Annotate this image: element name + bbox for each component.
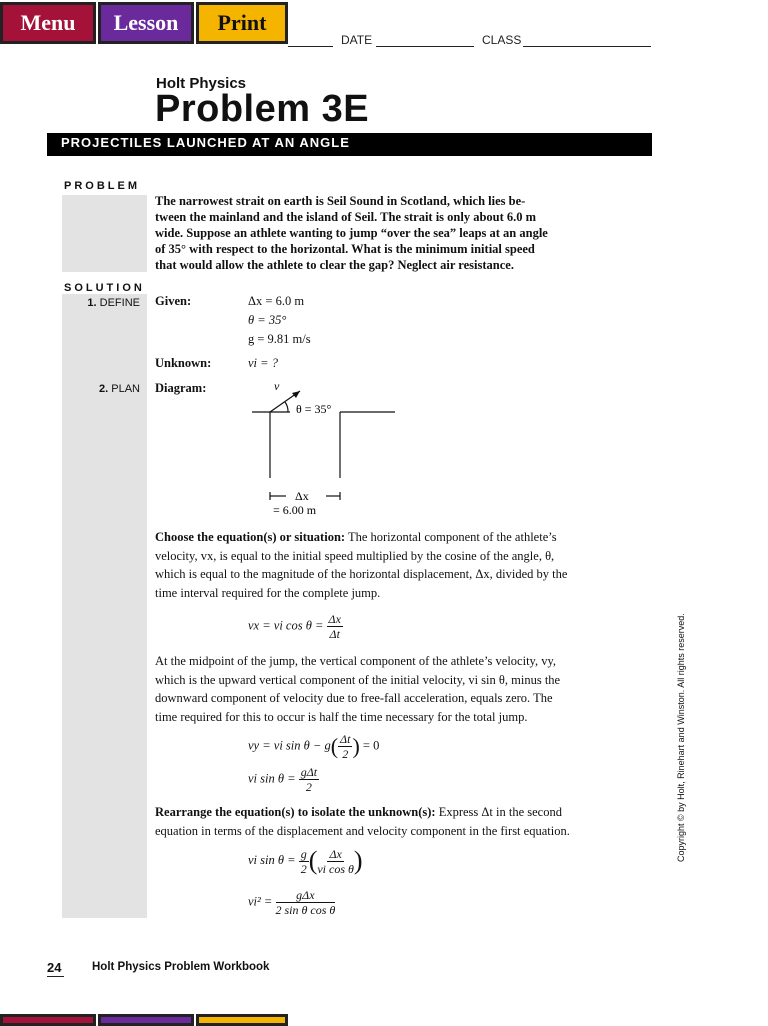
fraction-denominator: Δt (329, 627, 340, 641)
body-line: velocity, vx, is equal to the initial speed multiplied by the cosine of the angle, θ, (155, 548, 555, 563)
print-button-bottom[interactable] (196, 1014, 288, 1026)
step-name: PLAN (111, 383, 140, 395)
equation-substituted: vi sin θ = $\frac{g}{2}$ ( $\frac{\Delta x}{\text{vi cos θ}}$ ) (248, 846, 363, 876)
equation-rhs: = 0 (362, 738, 380, 753)
step-number: 2. (99, 383, 109, 395)
problem-line: tween the mainland and the island of Seil. The strait is only about 6.0 m (155, 210, 537, 224)
given-value: Δx = 6.0 m (248, 294, 305, 308)
fraction-denominator: 2 (342, 747, 349, 761)
fraction (338, 732, 352, 761)
step-define (62, 297, 140, 309)
lesson-button[interactable]: Lesson (98, 2, 194, 44)
body-line: downward component of velocity due to free-fall acceleration, equals zero. The (155, 691, 553, 705)
problem-line: The narrowest strait on earth is Seil Sound in Scotland, which lies be- (155, 194, 526, 208)
equation-lhs: vi sin θ = (248, 771, 296, 786)
equation-vy: vy = vi sin θ − g( $\frac{\Delta t}{2}$ ) = 0 (248, 732, 380, 761)
fraction (327, 612, 343, 641)
step-number: 1. (87, 297, 97, 309)
dx-value: = 6.00 m (273, 503, 317, 517)
given-label: Given: (155, 294, 192, 308)
fraction (299, 847, 309, 876)
choose-heading: Choose the equation(s) or situation: (155, 530, 346, 544)
body-line: which is the upward vertical component of the initial velocity, vi sin θ, minus the (155, 672, 561, 687)
body-line: The horizontal component of the athlete’s (345, 530, 557, 544)
given-value: g = 9.81 m/s (248, 332, 311, 346)
arrow-head (292, 391, 300, 398)
fraction-denominator: 2 (305, 780, 312, 794)
given-value: θ = 35° (248, 313, 287, 327)
problem-line: of 35° with respect to the horizontal. What is the minimum initial speed (155, 242, 535, 256)
fraction-numerator: Δt (340, 732, 351, 746)
fraction-numerator: gΔx (276, 888, 334, 903)
step-plan (62, 383, 140, 395)
step-name: DEFINE (99, 297, 140, 309)
rearrange-paragraph (155, 803, 585, 840)
body-line: time required for this to occur is half the time necessary for the total jump. (155, 709, 528, 724)
menu-button-bottom[interactable] (0, 1014, 96, 1026)
page-number: 24 (47, 960, 62, 975)
body-line: At the midpoint of the jump, the vertical component of the athlete’s velocity, vy, (155, 654, 557, 668)
equation-lhs: vi sin θ = (248, 852, 296, 867)
equation-lhs: vy = vi sin θ − g (248, 738, 331, 753)
copyright-notice: Copyright © by Holt, Rinehart and Winston. All rights reserved. (676, 613, 686, 862)
name-line (288, 46, 333, 47)
lesson-button-bottom[interactable] (98, 1014, 194, 1026)
dx-label: Δx (295, 489, 309, 503)
fraction-numerator: Δx (329, 846, 342, 861)
fraction (275, 888, 335, 917)
print-button[interactable]: Print (196, 2, 288, 44)
date-label: DATE (341, 33, 373, 47)
rearrange-heading: Rearrange the equation(s) to isolate the unknown(s): (155, 805, 436, 819)
page-title: Problem 3E (155, 88, 370, 130)
equation-vi-sin (248, 765, 319, 794)
problem-line: that would allow the athlete to clear the gap? Neglect air resistance. (155, 258, 514, 272)
problem-text (155, 193, 575, 273)
page-number-underline (47, 976, 64, 977)
fraction-denominator: 2 sin θ cos θ (275, 903, 336, 917)
fraction-numerator: g (300, 846, 307, 861)
body-line: Express Δt in the second (435, 805, 562, 819)
choose-paragraph (155, 528, 585, 602)
equation-vi-squared (248, 888, 335, 917)
midpoint-paragraph (155, 652, 585, 726)
jump-diagram (230, 378, 410, 518)
diagram-label: Diagram: (155, 381, 207, 395)
class-label: CLASS (482, 33, 522, 47)
velocity-label: v (274, 379, 280, 393)
fraction-denominator: 2 (300, 861, 307, 876)
equation-lhs: vi² = (248, 894, 273, 909)
problem-label: PROBLEM (64, 180, 140, 192)
series-title: Holt Physics (156, 75, 247, 92)
problem-sidebar (62, 195, 147, 272)
fraction-numerator: Δx (328, 612, 341, 626)
unknown-value: vi = ? (248, 356, 278, 370)
equation-lhs: vx = vi cos θ = (248, 618, 324, 633)
fraction (317, 847, 354, 876)
solution-label: SOLUTION (64, 282, 145, 294)
class-line (523, 46, 651, 47)
angle-arc (285, 402, 288, 412)
topic-banner: PROJECTILES LAUNCHED AT AN ANGLE (47, 133, 652, 156)
book-title: Holt Physics Problem Workbook (92, 961, 270, 973)
fraction-numerator: gΔt (300, 765, 318, 779)
date-line (376, 46, 474, 47)
menu-button[interactable]: Menu (0, 2, 96, 44)
equation-vx (248, 612, 343, 641)
body-line: time interval required for the complete jump. (155, 585, 381, 600)
problem-line: wide. Suppose an athlete wanting to jump “over the sea” leaps at an angle (155, 226, 548, 240)
body-line: equation in terms of the displacement and velocity component in the first equation. (155, 823, 570, 838)
fraction-denominator: vi cos θ (317, 861, 354, 876)
unknown-label: Unknown: (155, 356, 212, 370)
fraction (299, 765, 319, 794)
body-line: which is equal to the magnitude of the horizontal displacement, Δx, divided by the (155, 567, 568, 581)
angle-label: θ = 35° (296, 402, 332, 416)
